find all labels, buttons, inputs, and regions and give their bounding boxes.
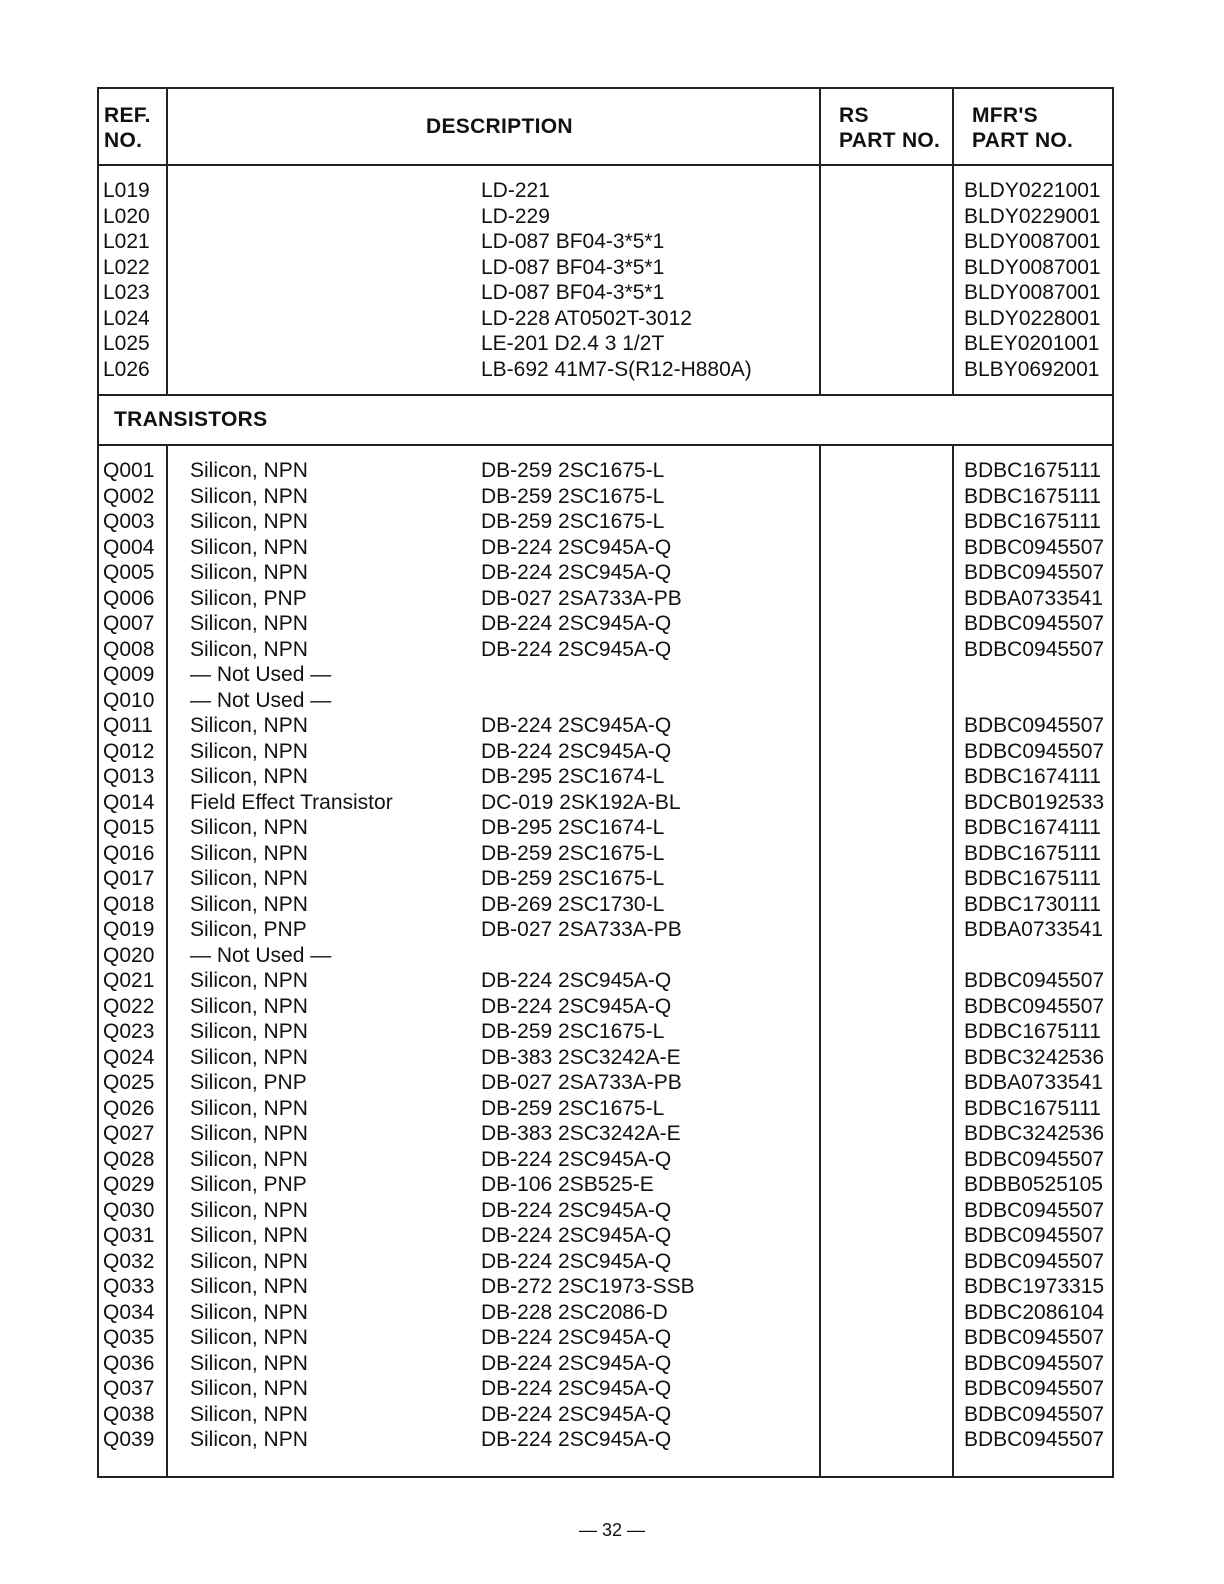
- ref-cell: L019: [103, 179, 150, 202]
- mfr-part-cell: BDBC0945507: [964, 739, 1105, 763]
- ref-cell: Q036: [103, 1351, 155, 1375]
- description-cell: Silicon, NPN: [190, 969, 308, 992]
- header-divider: [99, 164, 1112, 166]
- header-mfr-line2: PART NO.: [972, 129, 1074, 152]
- ref-cell: Q021: [103, 969, 155, 992]
- mfr-part-cell: BDBC0945507: [964, 714, 1105, 737]
- part-number-cell: DB-224 2SC945A-Q: [481, 1224, 672, 1247]
- table-row: [99, 764, 1112, 790]
- mfr-part-cell: BDBC0945507: [964, 1326, 1105, 1349]
- description-cell: Silicon, NPN: [190, 1428, 308, 1451]
- description-cell: — Not Used —: [190, 943, 332, 967]
- mfr-part-cell: BDBC0945507: [964, 1377, 1105, 1400]
- description-cell: Field Effect Transistor: [190, 790, 393, 814]
- header-rs-line1: RS: [839, 104, 869, 127]
- table-row: [99, 484, 1112, 510]
- ref-cell: Q027: [103, 1122, 155, 1145]
- ref-cell: Q025: [103, 1071, 155, 1094]
- description-cell: — Not Used —: [190, 663, 332, 686]
- ref-cell: Q034: [103, 1300, 155, 1324]
- mfr-part-cell: BLBY0692001: [964, 357, 1100, 381]
- table-row: [99, 1376, 1112, 1402]
- ref-cell: Q030: [103, 1198, 155, 1222]
- header-rs-line2: PART NO.: [839, 129, 941, 152]
- ref-cell: Q005: [103, 561, 155, 584]
- mfr-part-cell: BDBC1675111: [964, 1096, 1101, 1120]
- ref-cell: L025: [103, 332, 150, 355]
- table-row: [99, 458, 1112, 484]
- table-row: [99, 1300, 1112, 1326]
- header-ref-line2: NO.: [104, 129, 143, 152]
- mfr-part-cell: BDBA0733541: [964, 918, 1103, 941]
- table-row: [99, 560, 1112, 586]
- header-mfr-part-no: [972, 103, 1073, 153]
- description-cell: Silicon, NPN: [190, 1224, 308, 1247]
- part-number-cell: DB-259 2SC1675-L: [481, 484, 665, 508]
- part-number-cell: LD-087 BF04-3*5*1: [481, 281, 665, 304]
- part-number-cell: DB-224 2SC945A-Q: [481, 1249, 672, 1273]
- part-number-cell: DB-027 2SA733A-PB: [481, 586, 682, 610]
- table-row: [99, 841, 1112, 867]
- part-number-cell: DB-259 2SC1675-L: [481, 510, 665, 533]
- description-cell: Silicon, NPN: [190, 1300, 308, 1324]
- ref-cell: Q012: [103, 739, 155, 763]
- part-number-cell: DB-259 2SC1675-L: [481, 1020, 665, 1043]
- part-number-cell: DB-027 2SA733A-PB: [481, 1071, 682, 1094]
- mfr-part-cell: BDBC1674111: [964, 816, 1101, 839]
- ref-cell: L022: [103, 255, 150, 279]
- mfr-part-cell: BDBC0945507: [964, 637, 1105, 661]
- ref-cell: Q035: [103, 1326, 155, 1349]
- ref-cell: Q010: [103, 688, 155, 712]
- ref-cell: L026: [103, 357, 150, 381]
- description-cell: Silicon, PNP: [190, 586, 307, 610]
- ref-cell: Q002: [103, 484, 155, 508]
- table-row: [99, 688, 1112, 714]
- part-number-cell: DB-224 2SC945A-Q: [481, 1351, 672, 1375]
- part-number-cell: DB-224 2SC945A-Q: [481, 612, 672, 635]
- mfr-part-cell: BLDY0228001: [964, 306, 1101, 330]
- ref-cell: Q013: [103, 765, 155, 788]
- description-cell: Silicon, NPN: [190, 739, 308, 763]
- mfr-part-cell: BDBC1675111: [964, 1020, 1101, 1043]
- mfr-part-cell: BDBC1675111: [964, 459, 1101, 482]
- mfr-part-cell: BDBC1973315: [964, 1275, 1105, 1298]
- table-row: [99, 1096, 1112, 1122]
- ref-cell: L021: [103, 230, 150, 253]
- mfr-part-cell: BDBC0945507: [964, 561, 1105, 584]
- ref-cell: Q019: [103, 918, 155, 941]
- ref-cell: Q011: [103, 714, 153, 737]
- part-number-cell: DB-272 2SC1973-SSB: [481, 1275, 695, 1298]
- part-number-cell: DB-224 2SC945A-Q: [481, 561, 672, 584]
- table-row: [99, 331, 1112, 357]
- description-cell: — Not Used —: [190, 688, 332, 712]
- part-number-cell: DB-259 2SC1675-L: [481, 1096, 665, 1120]
- mfr-part-cell: BDBC0945507: [964, 994, 1105, 1018]
- table-row: [99, 1249, 1112, 1275]
- part-number-cell: DB-295 2SC1674-L: [481, 816, 665, 839]
- ref-cell: Q024: [103, 1045, 155, 1069]
- ref-cell: L023: [103, 281, 150, 304]
- ref-cell: Q020: [103, 943, 155, 967]
- header-ref-line1: REF.: [104, 104, 151, 127]
- part-number-cell: DB-383 2SC3242A-E: [481, 1045, 681, 1069]
- mfr-part-cell: BLDY0087001: [964, 281, 1101, 304]
- description-cell: Silicon, NPN: [190, 484, 308, 508]
- mfr-part-cell: BDBC0945507: [964, 1402, 1105, 1426]
- description-cell: Silicon, NPN: [190, 1020, 308, 1043]
- ref-cell: Q026: [103, 1096, 155, 1120]
- table-row: [99, 1274, 1112, 1300]
- ref-cell: Q022: [103, 994, 155, 1018]
- table-row: [99, 943, 1112, 969]
- page-number: — 32 —: [578, 1520, 646, 1540]
- description-cell: Silicon, NPN: [190, 510, 308, 533]
- description-cell: Silicon, NPN: [190, 1147, 308, 1171]
- table-row: [99, 1325, 1112, 1351]
- header-description: DESCRIPTION: [426, 115, 573, 138]
- mfr-part-cell: BDBA0733541: [964, 586, 1103, 610]
- ref-cell: Q015: [103, 816, 155, 839]
- header-mfr-line1: MFR'S: [972, 104, 1038, 127]
- table-row: [99, 204, 1112, 230]
- table-row: [99, 509, 1112, 535]
- part-number-cell: DB-383 2SC3242A-E: [481, 1122, 681, 1145]
- description-cell: Silicon, NPN: [190, 1326, 308, 1349]
- mfr-part-cell: BDBC0945507: [964, 1147, 1105, 1171]
- table-row: [99, 1045, 1112, 1071]
- mfr-part-cell: BLDY0087001: [964, 255, 1101, 279]
- transistor-rows: [99, 458, 1112, 1453]
- part-number-cell: DB-224 2SC945A-Q: [481, 739, 672, 763]
- mfr-part-cell: BDBC0945507: [964, 1428, 1105, 1451]
- description-cell: Silicon, NPN: [190, 1402, 308, 1426]
- mfr-part-cell: BDBC0945507: [964, 1351, 1105, 1375]
- ref-cell: Q017: [103, 867, 155, 890]
- table-row: [99, 1198, 1112, 1224]
- table-row: [99, 968, 1112, 994]
- ref-cell: Q038: [103, 1402, 155, 1426]
- ref-cell: L024: [103, 306, 150, 330]
- description-cell: Silicon, NPN: [190, 1096, 308, 1120]
- table-row: [99, 662, 1112, 688]
- part-number-cell: DB-224 2SC945A-Q: [481, 1428, 672, 1451]
- part-number-cell: DB-259 2SC1675-L: [481, 867, 665, 890]
- mfr-part-cell: BLDY0087001: [964, 230, 1101, 253]
- description-cell: Silicon, NPN: [190, 841, 308, 865]
- ref-cell: Q014: [103, 790, 155, 814]
- description-cell: Silicon, NPN: [190, 714, 308, 737]
- mfr-part-cell: BDBC0945507: [964, 969, 1105, 992]
- part-number-cell: DB-224 2SC945A-Q: [481, 994, 672, 1018]
- description-cell: Silicon, NPN: [190, 994, 308, 1018]
- mfr-part-cell: BLDY0229001: [964, 204, 1101, 228]
- table-row: [99, 790, 1112, 816]
- section-top-divider: [99, 394, 1112, 396]
- mfr-part-cell: BDBC2086104: [964, 1300, 1105, 1324]
- description-cell: Silicon, NPN: [190, 892, 308, 916]
- mfr-part-cell: BDBA0733541: [964, 1071, 1103, 1094]
- ref-cell: Q031: [103, 1224, 155, 1247]
- part-number-cell: LD-228 AT0502T-3012: [481, 306, 692, 330]
- part-number-cell: DB-224 2SC945A-Q: [481, 969, 672, 992]
- ref-cell: Q023: [103, 1020, 155, 1043]
- part-number-cell: DB-259 2SC1675-L: [481, 459, 665, 482]
- ref-cell: Q033: [103, 1275, 155, 1298]
- description-cell: Silicon, NPN: [190, 1275, 308, 1298]
- table-row: [99, 1172, 1112, 1198]
- table-row: [99, 1019, 1112, 1045]
- mfr-part-cell: BDBC1730111: [964, 892, 1101, 916]
- part-number-cell: DB-224 2SC945A-Q: [481, 714, 672, 737]
- description-cell: Silicon, PNP: [190, 1173, 307, 1196]
- parts-list-table: [97, 87, 1114, 1478]
- description-cell: Silicon, NPN: [190, 1122, 308, 1145]
- ref-cell: Q003: [103, 510, 155, 533]
- part-number-cell: DB-224 2SC945A-Q: [481, 1198, 672, 1222]
- mfr-part-cell: BDBC0945507: [964, 612, 1105, 635]
- header-ref-no: [104, 103, 151, 153]
- table-row: [99, 917, 1112, 943]
- description-cell: Silicon, NPN: [190, 612, 308, 635]
- part-number-cell: LB-692 41M7-S(R12-H880A): [481, 357, 752, 381]
- description-cell: Silicon, NPN: [190, 1351, 308, 1375]
- mfr-part-cell: BDBC1675111: [964, 867, 1101, 890]
- description-cell: Silicon, NPN: [190, 765, 308, 788]
- table-row: [99, 739, 1112, 765]
- ref-cell: Q007: [103, 612, 155, 635]
- table-row: [99, 357, 1112, 383]
- mfr-part-cell: BLEY0201001: [964, 332, 1100, 355]
- table-row: [99, 1070, 1112, 1096]
- ref-cell: Q006: [103, 586, 155, 610]
- part-number-cell: DB-224 2SC945A-Q: [481, 1402, 672, 1426]
- description-cell: Silicon, NPN: [190, 1045, 308, 1069]
- mfr-part-cell: BDBC0945507: [964, 1224, 1105, 1247]
- description-cell: Silicon, NPN: [190, 867, 308, 890]
- table-row: [99, 866, 1112, 892]
- mfr-part-cell: BDBC3242536: [964, 1122, 1105, 1145]
- ref-cell: Q029: [103, 1173, 155, 1196]
- table-row: [99, 1402, 1112, 1428]
- table-row: [99, 1121, 1112, 1147]
- part-number-cell: DB-224 2SC945A-Q: [481, 535, 672, 559]
- mfr-part-cell: BDBC1675111: [964, 510, 1101, 533]
- part-number-cell: DB-259 2SC1675-L: [481, 841, 665, 865]
- mfr-part-cell: BDBC0945507: [964, 1249, 1105, 1273]
- ref-cell: Q018: [103, 892, 155, 916]
- ref-cell: L020: [103, 204, 150, 228]
- mfr-part-cell: BDCB0192533: [964, 790, 1105, 814]
- table-row: [99, 994, 1112, 1020]
- table-row: [99, 229, 1112, 255]
- part-number-cell: DB-224 2SC945A-Q: [481, 1377, 672, 1400]
- table-row: [99, 255, 1112, 281]
- part-number-cell: LD-087 BF04-3*5*1: [481, 230, 665, 253]
- part-number-cell: LE-201 D2.4 3 1/2T: [481, 332, 665, 355]
- description-cell: Silicon, NPN: [190, 561, 308, 584]
- ref-cell: Q037: [103, 1377, 155, 1400]
- table-row: [99, 306, 1112, 332]
- section-bottom-divider: [99, 444, 1112, 446]
- mfr-part-cell: BLDY0221001: [964, 179, 1101, 202]
- ref-cell: Q008: [103, 637, 155, 661]
- part-number-cell: LD-221: [481, 179, 550, 202]
- table-row: [99, 1223, 1112, 1249]
- description-cell: Silicon, PNP: [190, 918, 307, 941]
- header-rs-part-no: [839, 103, 940, 153]
- table-row: [99, 815, 1112, 841]
- mfr-part-cell: BDBB0525105: [964, 1173, 1103, 1196]
- mfr-part-cell: BDBC1674111: [964, 765, 1101, 788]
- table-row: [99, 713, 1112, 739]
- table-row: [99, 892, 1112, 918]
- mfr-part-cell: BDBC3242536: [964, 1045, 1105, 1069]
- mfr-part-cell: BDBC1675111: [964, 484, 1101, 508]
- table-row: [99, 1427, 1112, 1453]
- part-number-cell: DB-224 2SC945A-Q: [481, 1147, 672, 1171]
- description-cell: Silicon, NPN: [190, 637, 308, 661]
- ref-cell: Q028: [103, 1147, 155, 1171]
- part-number-cell: DB-027 2SA733A-PB: [481, 918, 682, 941]
- description-cell: Silicon, NPN: [190, 1198, 308, 1222]
- section-title-transistors: TRANSISTORS: [114, 408, 268, 431]
- table-row: [99, 586, 1112, 612]
- description-cell: Silicon, PNP: [190, 1071, 307, 1094]
- mfr-part-cell: BDBC1675111: [964, 841, 1101, 865]
- description-cell: Silicon, NPN: [190, 1377, 308, 1400]
- part-number-cell: DB-106 2SB525-E: [481, 1173, 654, 1196]
- part-number-cell: LD-229: [481, 204, 550, 228]
- table-row: [99, 1147, 1112, 1173]
- part-number-cell: DC-019 2SK192A-BL: [481, 790, 681, 814]
- part-number-cell: DB-228 2SC2086-D: [481, 1300, 668, 1324]
- ref-cell: Q009: [103, 663, 155, 686]
- table-row: [99, 178, 1112, 204]
- ref-cell: Q001: [103, 459, 155, 482]
- part-number-cell: LD-087 BF04-3*5*1: [481, 255, 665, 279]
- description-cell: Silicon, NPN: [190, 1249, 308, 1273]
- mfr-part-cell: BDBC0945507: [964, 1198, 1105, 1222]
- table-row: [99, 637, 1112, 663]
- ref-cell: Q032: [103, 1249, 155, 1273]
- table-row: [99, 535, 1112, 561]
- ref-cell: Q016: [103, 841, 155, 865]
- description-cell: Silicon, NPN: [190, 459, 308, 482]
- table-row: [99, 280, 1112, 306]
- part-number-cell: DB-269 2SC1730-L: [481, 892, 665, 916]
- part-number-cell: DB-295 2SC1674-L: [481, 765, 665, 788]
- mfr-part-cell: BDBC0945507: [964, 535, 1105, 559]
- part-number-cell: DB-224 2SC945A-Q: [481, 637, 672, 661]
- inductor-rows: [99, 178, 1112, 382]
- ref-cell: Q004: [103, 535, 155, 559]
- description-cell: Silicon, NPN: [190, 816, 308, 839]
- ref-cell: Q039: [103, 1428, 155, 1451]
- description-cell: Silicon, NPN: [190, 535, 308, 559]
- part-number-cell: DB-224 2SC945A-Q: [481, 1326, 672, 1349]
- table-row: [99, 1351, 1112, 1377]
- table-row: [99, 611, 1112, 637]
